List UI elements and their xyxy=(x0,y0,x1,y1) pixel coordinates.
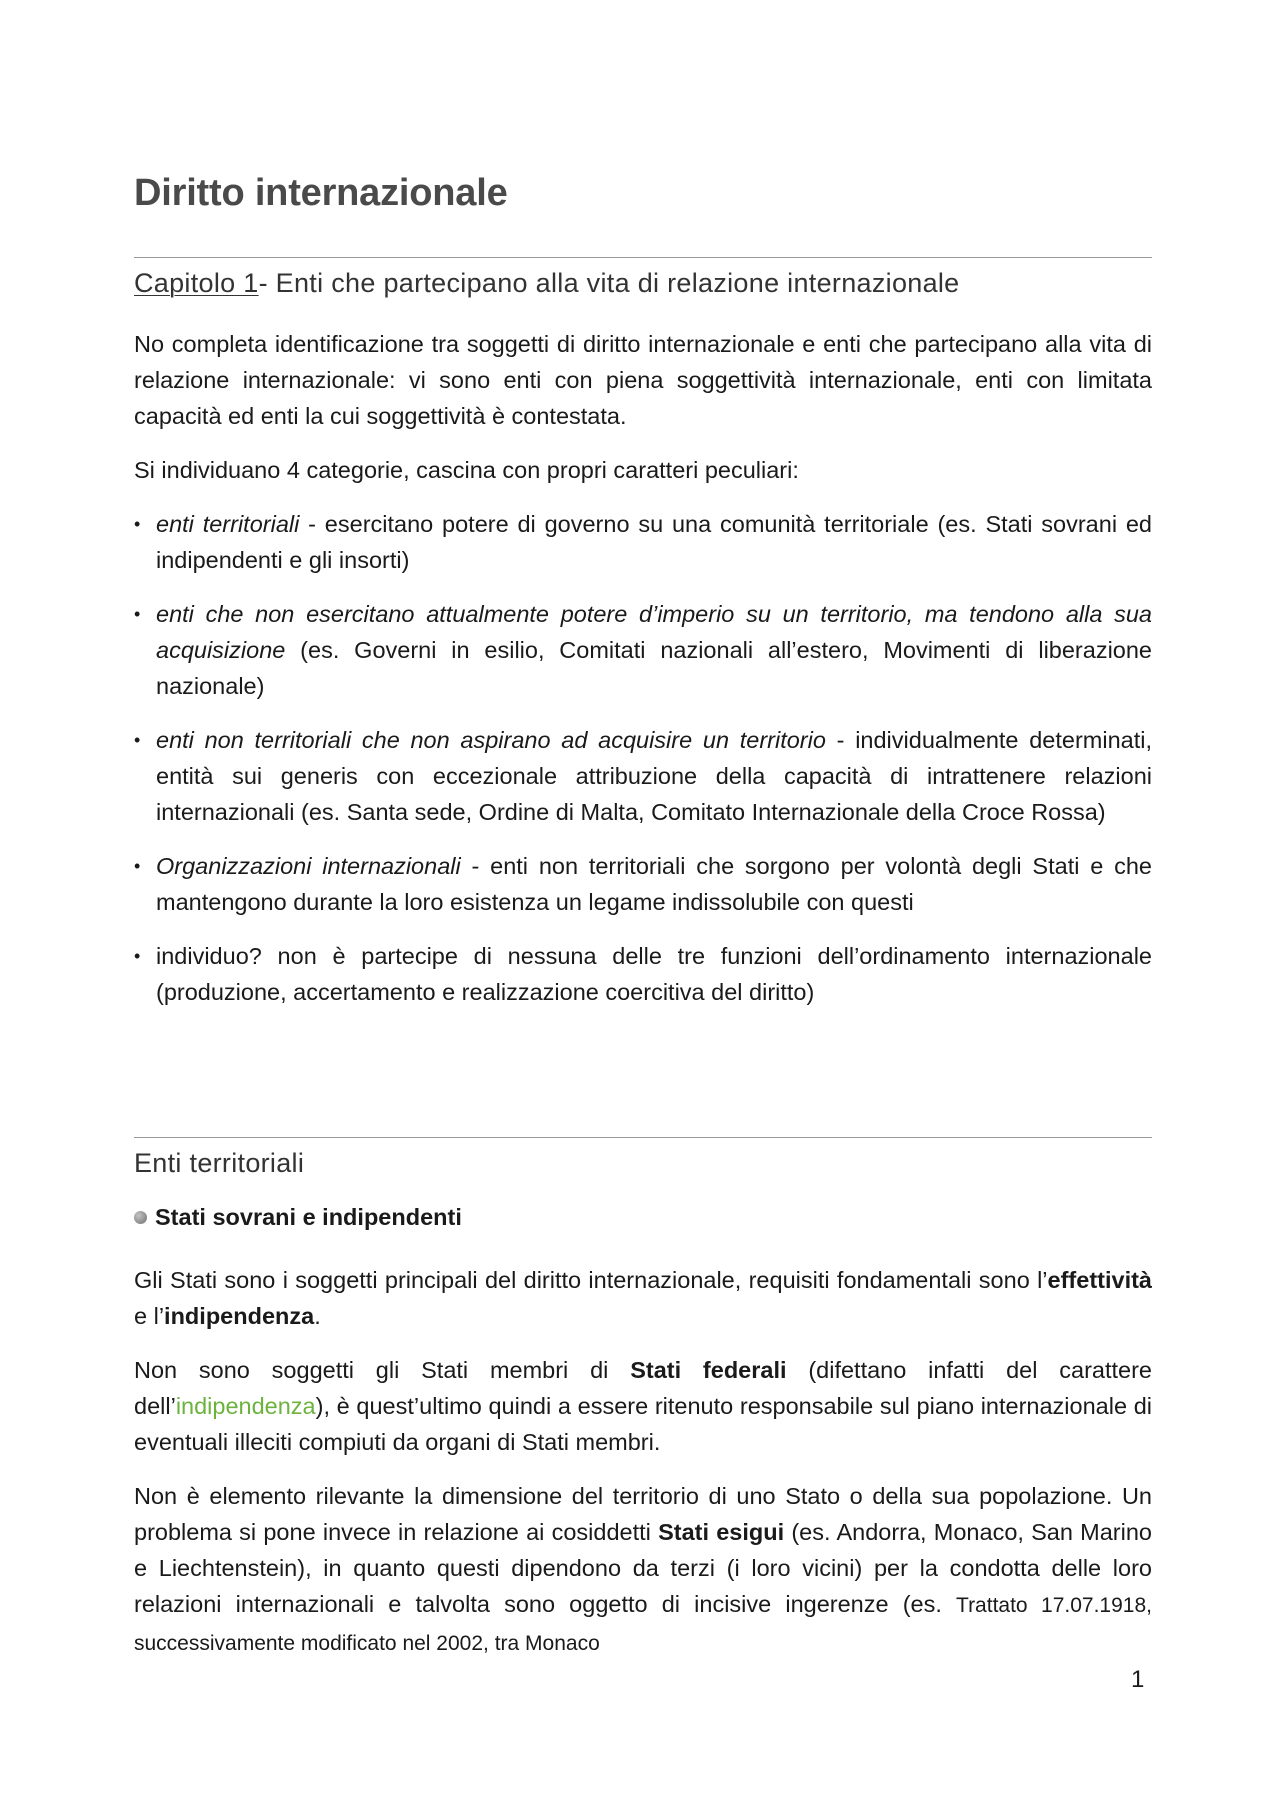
divider xyxy=(134,257,1152,258)
bold-term: Stati esigui xyxy=(658,1519,785,1545)
bold-term: indipendenza xyxy=(164,1303,315,1329)
list-item-term: enti territoriali xyxy=(156,511,300,537)
subsection-title: Stati sovrani e indipendenti xyxy=(155,1204,462,1230)
bullet-dot-icon: • xyxy=(134,604,141,624)
list-item xyxy=(134,938,1152,1010)
list-item-text: (es. Governi in esilio, Comitati nazionali all’estero, Movimenti di liberazione nazionale) xyxy=(156,637,1152,699)
paragraph-small-text: Trattato 17.07.1918, successivamente modificato nel 2002, tra Monaco xyxy=(134,1594,1152,1655)
list-item xyxy=(134,506,1152,578)
paragraph-text: (es. Andorra, Monaco, San Marino e Liechtenstein), in quanto questi dipendono da terzi (i loro vicini) per la condotta delle loro relazioni internazionali e talvolta sono oggetto di incisive ingerenze (es. xyxy=(134,1519,1152,1617)
paragraph-text: (difettano infatti del carattere dell’ xyxy=(134,1357,1152,1419)
bold-term: Stati federali xyxy=(630,1357,787,1383)
intro-paragraph: No completa identificazione tra soggetti di diritto internazionale e enti che partecipano alla vita di relazione internazionale: vi sono enti con piena soggettività internazionale, enti con limitata capacità ed enti la cui soggettività è contestata. xyxy=(134,331,1152,429)
chapter-label: Capitolo 1 xyxy=(134,268,259,298)
list-item-text: - individualmente determinati, entità sui generis con eccezionale attribuzione della capacità di intrattenere relazioni internazionali (es. Santa sede, Ordine di Malta, Comitato Internazionale della Croce Rossa) xyxy=(156,727,1152,825)
list-item xyxy=(134,722,1152,830)
highlighted-term: indipendenza xyxy=(175,1393,316,1419)
bold-term: effettività xyxy=(1047,1267,1152,1293)
list-item-term: Organizzazioni internazionali xyxy=(156,853,461,879)
categories-intro: Si individuano 4 categorie, cascina con propri caratteri peculiari: xyxy=(134,457,799,483)
list-item-text: - esercitano potere di governo su una comunità territoriale (es. Stati sovrani ed indipendenti e gli insorti) xyxy=(156,511,1152,573)
list-item-text: - enti non territoriali che sorgono per volontà degli Stati e che mantengono durante la loro esistenza un legame indissolubile con questi xyxy=(156,853,1152,915)
paragraph-federali xyxy=(134,1352,1152,1460)
document-title: Diritto internazionale xyxy=(134,172,508,214)
paragraph-esigui xyxy=(134,1478,1152,1662)
list-item-text: individuo? non è partecipe di nessuna delle tre funzioni dell’ordinamento internazionale (produzione, accertamento e realizzazione coercitiva del diritto) xyxy=(156,943,1152,1005)
paragraph-text: Non è elemento rilevante la dimensione del territorio di uno Stato o della sua popolazione. Un problema si pone invece in relazione ai cosiddetti xyxy=(134,1483,1152,1545)
section-heading: Enti territoriali xyxy=(134,1148,305,1178)
paragraph-text: Gli Stati sono i soggetti principali del diritto internazionale, requisiti fondamentali sono l’ xyxy=(134,1267,1048,1293)
bullet-circle-icon xyxy=(134,1211,147,1224)
list-item xyxy=(134,848,1152,920)
page-number: 1 xyxy=(1131,1666,1145,1693)
bullet-dot-icon: • xyxy=(134,856,141,876)
paragraph-text: . xyxy=(314,1303,321,1329)
bullet-dot-icon: • xyxy=(134,730,141,750)
list-item-term: enti che non esercitano attualmente potere d’imperio su un territorio, ma tendono alla sua acquisizione xyxy=(156,601,1152,663)
chapter-heading xyxy=(134,268,960,299)
divider xyxy=(134,1137,1152,1138)
subsection-heading xyxy=(134,1204,462,1231)
bullet-dot-icon: • xyxy=(134,946,141,966)
list-item xyxy=(134,596,1152,704)
paragraph-text: ), è quest’ultimo quindi a essere ritenuto responsabile sul piano internazionale di eventuali illeciti compiuti da organi di Stati membri. xyxy=(134,1393,1152,1455)
paragraph-text: Non sono soggetti gli Stati membri di xyxy=(134,1357,631,1383)
list-item-term: enti non territoriali che non aspirano ad acquisire un territorio xyxy=(156,727,826,753)
paragraph-stati xyxy=(134,1262,1152,1334)
chapter-title: - Enti che partecipano alla vita di relazione internazionale xyxy=(258,268,960,298)
bullet-dot-icon: • xyxy=(134,514,141,534)
category-list xyxy=(134,506,1152,1028)
paragraph-text: e l’ xyxy=(134,1303,165,1329)
